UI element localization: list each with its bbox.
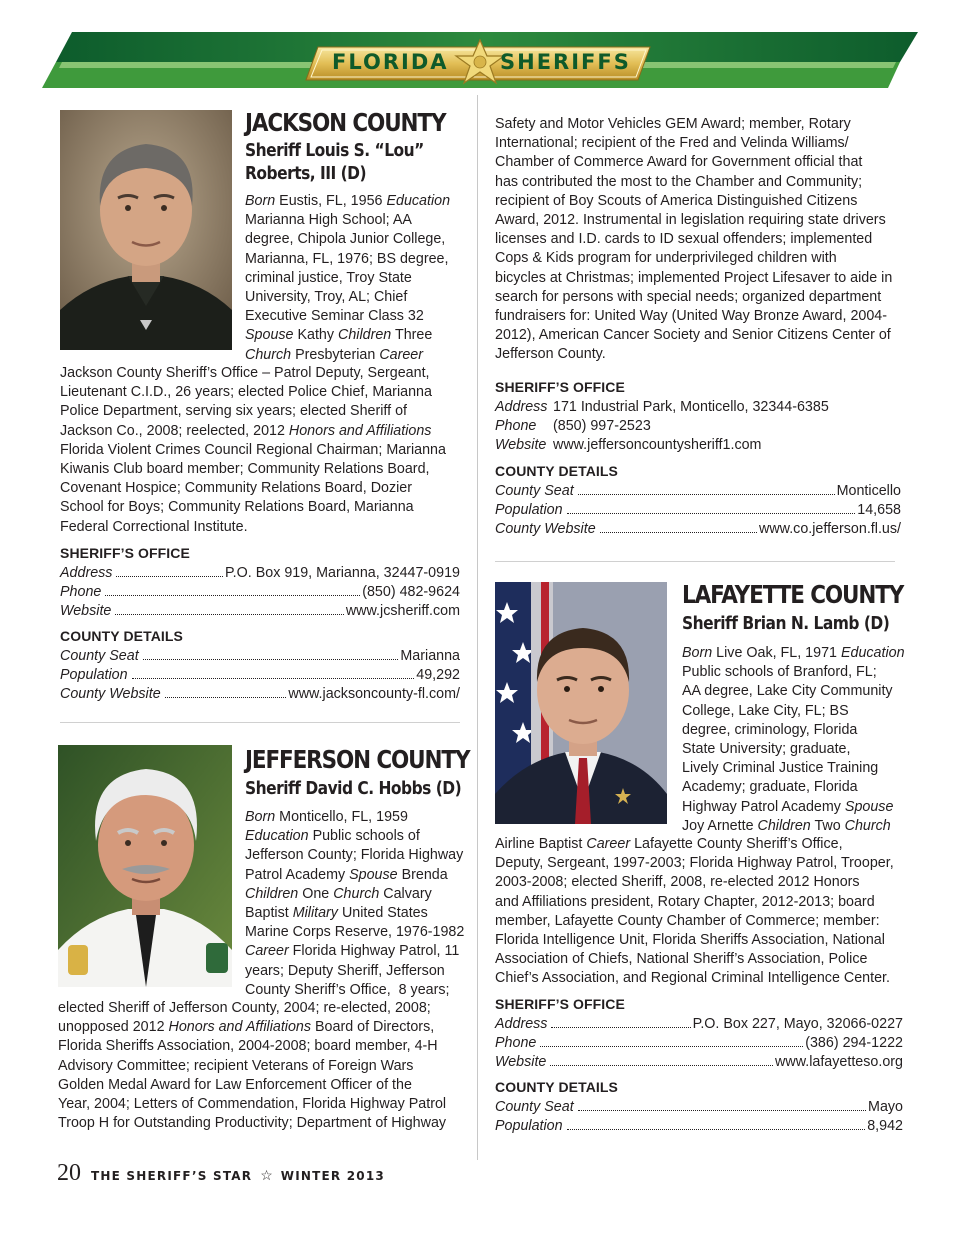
text-line: Jackson Co., 2008; reelected, 2012 Honors and Affiliations: [60, 422, 432, 439]
text-line: Association of Chiefs, National Sheriff’s Association, Police: [495, 951, 868, 968]
jefferson-phone-row: [495, 417, 905, 436]
text-line: Safety and Motor Vehicles GEM Award; member, Rotary: [495, 116, 851, 132]
text-line: Police Department, serving six years; elected Sheriff of: [60, 403, 407, 420]
jackson-website: www.jcsheriff.com: [345, 603, 460, 619]
lafayette-address: P.O. Box 227, Mayo, 32066-0227: [692, 1016, 903, 1032]
jackson-population: 49,292: [416, 667, 460, 683]
star-icon: ☆: [260, 1167, 273, 1183]
text-line: State University; graduate,: [682, 741, 851, 758]
county-website-label: County Website: [495, 521, 596, 537]
text-line: Children One Church Calvary: [245, 885, 432, 902]
text-line: Chief’s Association, and Regional Criminal Intelligence Center.: [495, 970, 890, 987]
lafayette-phone: (386) 294-1222: [805, 1035, 903, 1051]
text-line: Born Monticello, FL, 1959: [245, 809, 408, 825]
text-line: Education Public schools of: [245, 828, 420, 845]
sheriff-lamb-photo: [495, 582, 667, 824]
lafayette-bio-wide: [495, 835, 894, 989]
text-line: Born Eustis, FL, 1956 Education: [245, 193, 451, 209]
section-divider: [60, 722, 460, 723]
jackson-county-website-row: [60, 685, 460, 704]
text-line: has contributed the most to the Chamber and Community;: [495, 173, 863, 190]
phone-label: Phone: [495, 1035, 537, 1051]
lafayette-population: 8,942: [867, 1118, 903, 1134]
address-label: Address: [495, 399, 548, 415]
jefferson-office-heading: SHERIFF’S OFFICE: [495, 379, 625, 395]
text-line: criminal justice, Troy State: [245, 269, 412, 286]
text-line: School for Boys; Community Relations Board, Marianna: [60, 499, 414, 516]
text-line: unopposed 2012 Honors and Affiliations Board of Directors,: [58, 1019, 435, 1036]
text-line: College, Lake City, FL; BS: [682, 702, 849, 719]
text-line: Year, 2004; Letters of Commendation, Florida Highway Patrol: [58, 1096, 447, 1113]
lafayette-address-row: [495, 1015, 903, 1034]
section-divider: [495, 561, 895, 562]
sheriff-roberts-photo: [60, 110, 232, 350]
text-line: AA degree, Lake City Community: [682, 683, 893, 700]
text-line: degree, Chipola Junior College,: [245, 231, 446, 248]
text-line: search for persons with special needs; organized department: [495, 288, 882, 305]
jackson-address-row: [60, 564, 460, 583]
website-label: Website: [495, 437, 547, 453]
text-line: Airline Baptist Career Lafayette County Sheriff’s Office,: [495, 836, 843, 852]
text-line: Executive Seminar Class 32: [245, 308, 424, 325]
text-line: Marianna, FL, 1976; BS degree,: [245, 250, 449, 267]
jefferson-website: www.jeffersoncountysheriff1.com: [553, 437, 762, 453]
county-seat-label: County Seat: [60, 648, 139, 664]
column-divider: [477, 95, 478, 1160]
jackson-address: P.O. Box 919, Marianna, 32447-0919: [224, 565, 460, 581]
text-line: Deputy, Sergeant, 1997-2003; Florida Highway Patrol, Trooper,: [495, 855, 894, 872]
text-line: Award, 2012. Instrumental in legislation requiring state drivers: [495, 212, 886, 229]
text-line: years; Deputy Sheriff, Jefferson: [245, 962, 445, 979]
text-line: recipient of Boy Scouts of America Distinguished Citizens: [495, 192, 858, 209]
header-banner: [0, 0, 960, 100]
banner-florida: FLORIDA: [332, 50, 449, 74]
lafayette-phone-row: [495, 1034, 903, 1053]
text-line: International; recipient of the Fred and Velinda Williams/: [495, 135, 849, 152]
lafayette-office-heading: SHERIFF’S OFFICE: [495, 996, 625, 1012]
text-line: degree, criminology, Florida: [682, 721, 858, 738]
lafayette-population-row: [495, 1117, 903, 1136]
text-line: elected Sheriff of Jefferson County, 2004; re-elected, 2008;: [58, 1000, 431, 1016]
jackson-office-heading: SHERIFF’S OFFICE: [60, 545, 190, 561]
lafayette-website: www.lafayetteso.org: [775, 1054, 903, 1070]
text-line: 2012), American Cancer Society and Senior Citizens Center of: [495, 327, 891, 344]
jackson-county-heading: JACKSON COUNTY: [245, 108, 446, 137]
sheriff-hobbs-photo: [58, 745, 232, 987]
text-line: Church Presbyterian Career: [245, 346, 424, 363]
text-line: Marine Corps Reserve, 1976-1982: [245, 924, 465, 941]
jackson-sheriff-name-line1: Sheriff Louis S. “Lou”: [245, 140, 424, 161]
lafayette-seat-row: [495, 1098, 903, 1117]
jackson-bio-wide: [60, 364, 446, 537]
text-line: Jefferson County; Florida Highway: [245, 847, 464, 864]
jefferson-county-website: www.co.jefferson.fl.us/: [759, 521, 901, 537]
phone-label: Phone: [60, 584, 102, 600]
address-label: Address: [495, 1016, 548, 1032]
text-line: bicycles at Christmas; implemented Project Lifesaver to aide in: [495, 269, 893, 286]
county-website-label: County Website: [60, 686, 161, 702]
jefferson-seat-row: [495, 482, 901, 501]
text-line: Baptist Military United States: [245, 905, 428, 922]
county-seat-label: County Seat: [495, 483, 574, 499]
address-label: Address: [60, 565, 113, 581]
lafayette-sheriff-name: Sheriff Brian N. Lamb (D): [682, 613, 890, 634]
jefferson-sheriff-name: Sheriff David C. Hobbs (D): [245, 778, 462, 799]
text-line: Federal Correctional Institute.: [60, 518, 248, 535]
page-footer: [57, 1160, 385, 1187]
text-line: Cops & Kids program for underprivileged children with: [495, 250, 837, 267]
county-seat-label: County Seat: [495, 1099, 574, 1115]
text-line: Jackson County Sheriff’s Office – Patrol Deputy, Sergeant,: [60, 365, 430, 381]
jefferson-website-row: [495, 436, 905, 455]
jackson-population-row: [60, 666, 460, 685]
text-line: Kiwanis Club board member; Community Relations Board,: [60, 461, 430, 478]
population-label: Population: [60, 667, 128, 683]
jackson-seat-row: [60, 647, 460, 666]
text-line: Marianna High School; AA: [245, 212, 412, 229]
jefferson-population-row: [495, 501, 901, 520]
text-line: Academy; graduate, Florida: [682, 779, 858, 796]
text-line: Highway Patrol Academy Spouse: [682, 798, 894, 815]
text-line: fundraisers for: United Way (United Way Bronze Award, 2004-: [495, 308, 888, 325]
text-line: County Sheriff’s Office, 8 years;: [245, 981, 450, 998]
publication-name: THE SHERIFF’S STAR: [91, 1169, 253, 1183]
text-line: and Affiliations president, Rotary Chapter, 2012-2013; board: [495, 893, 875, 910]
page-number: 20: [57, 1160, 81, 1186]
jefferson-bio-wide: [58, 999, 446, 1133]
jefferson-details-heading: COUNTY DETAILS: [495, 463, 618, 479]
text-line: member, Lafayette County Chamber of Commerce; member:: [495, 912, 880, 929]
jefferson-seat: Monticello: [836, 483, 901, 499]
lafayette-county-heading: LAFAYETTE COUNTY: [682, 580, 904, 609]
text-line: Chamber of Commerce Award for Government official that: [495, 154, 863, 171]
population-label: Population: [495, 502, 563, 518]
jefferson-address-row: [495, 398, 905, 417]
website-label: Website: [495, 1054, 547, 1070]
jefferson-population: 14,658: [857, 502, 901, 518]
lafayette-bio-narrow: [682, 644, 905, 836]
text-line: Golden Medal Award for Law Enforcement Officer of the: [58, 1076, 412, 1093]
text-line: Covenant Hospice; Community Relations Board, Dozier: [60, 480, 413, 497]
text-line: Career Florida Highway Patrol, 11: [245, 943, 460, 960]
jefferson-county-website-row: [495, 520, 901, 539]
text-line: Spouse Kathy Children Three: [245, 327, 433, 344]
lafayette-website-row: [495, 1053, 903, 1072]
phone-label: Phone: [495, 418, 537, 434]
lafayette-details-heading: COUNTY DETAILS: [495, 1079, 618, 1095]
population-label: Population: [495, 1118, 563, 1134]
text-line: Florida Intelligence Unit, Florida Sheriffs Association, National: [495, 932, 885, 949]
jackson-county-website: www.jacksoncounty-fl.com/: [288, 686, 460, 702]
jackson-details-heading: COUNTY DETAILS: [60, 628, 183, 644]
jackson-phone-row: [60, 583, 460, 602]
text-line: Joy Arnette Children Two Church: [682, 817, 891, 834]
text-line: Florida Violent Crimes Council Regional Chairman; Marianna: [60, 441, 446, 458]
text-line: Lieutenant C.I.D., 26 years; elected Police Chief, Marianna: [60, 384, 432, 401]
jackson-bio-narrow: [245, 192, 450, 365]
banner-graphic: [0, 0, 960, 100]
text-line: Born Live Oak, FL, 1971 Education: [682, 645, 905, 661]
text-line: licenses and I.D. cards to ID sexual offenders; implemented: [495, 231, 873, 248]
jefferson-phone: (850) 997-2523: [553, 418, 651, 434]
issue-date: WINTER 2013: [280, 1169, 385, 1183]
jefferson-bio-narrow: [245, 808, 464, 1000]
jackson-seat: Marianna: [400, 648, 460, 664]
text-line: Lively Criminal Justice Training: [682, 760, 879, 777]
text-line: Advisory Committee; recipient Veterans of Foreign Wars: [58, 1057, 414, 1074]
lafayette-seat: Mayo: [868, 1099, 903, 1115]
text-line: Patrol Academy Spouse Brenda: [245, 866, 448, 883]
jackson-phone: (850) 482-9624: [362, 584, 460, 600]
jefferson-county-heading: JEFFERSON COUNTY: [245, 745, 470, 774]
text-line: Troop H for Outstanding Productivity; Department of Highway: [58, 1115, 447, 1132]
jackson-website-row: [60, 602, 460, 621]
text-line: Public schools of Branford, FL;: [682, 664, 877, 681]
website-label: Website: [60, 603, 112, 619]
text-line: 2003-2008; elected Sheriff, 2008, re-elected 2012 Honors: [495, 874, 860, 891]
jackson-sheriff-name-line2: Roberts, III (D): [245, 163, 367, 184]
text-line: Florida Sheriffs Association, 2004-2008; board member, 4-H: [58, 1038, 438, 1055]
jefferson-bio-continued: [495, 115, 892, 365]
banner-sheriffs: SHERIFFS: [500, 50, 631, 74]
text-line: University, Troy, AL; Chief: [245, 289, 408, 306]
jefferson-address: 171 Industrial Park, Monticello, 32344-6385: [553, 399, 829, 415]
text-line: Jefferson County.: [495, 346, 606, 363]
